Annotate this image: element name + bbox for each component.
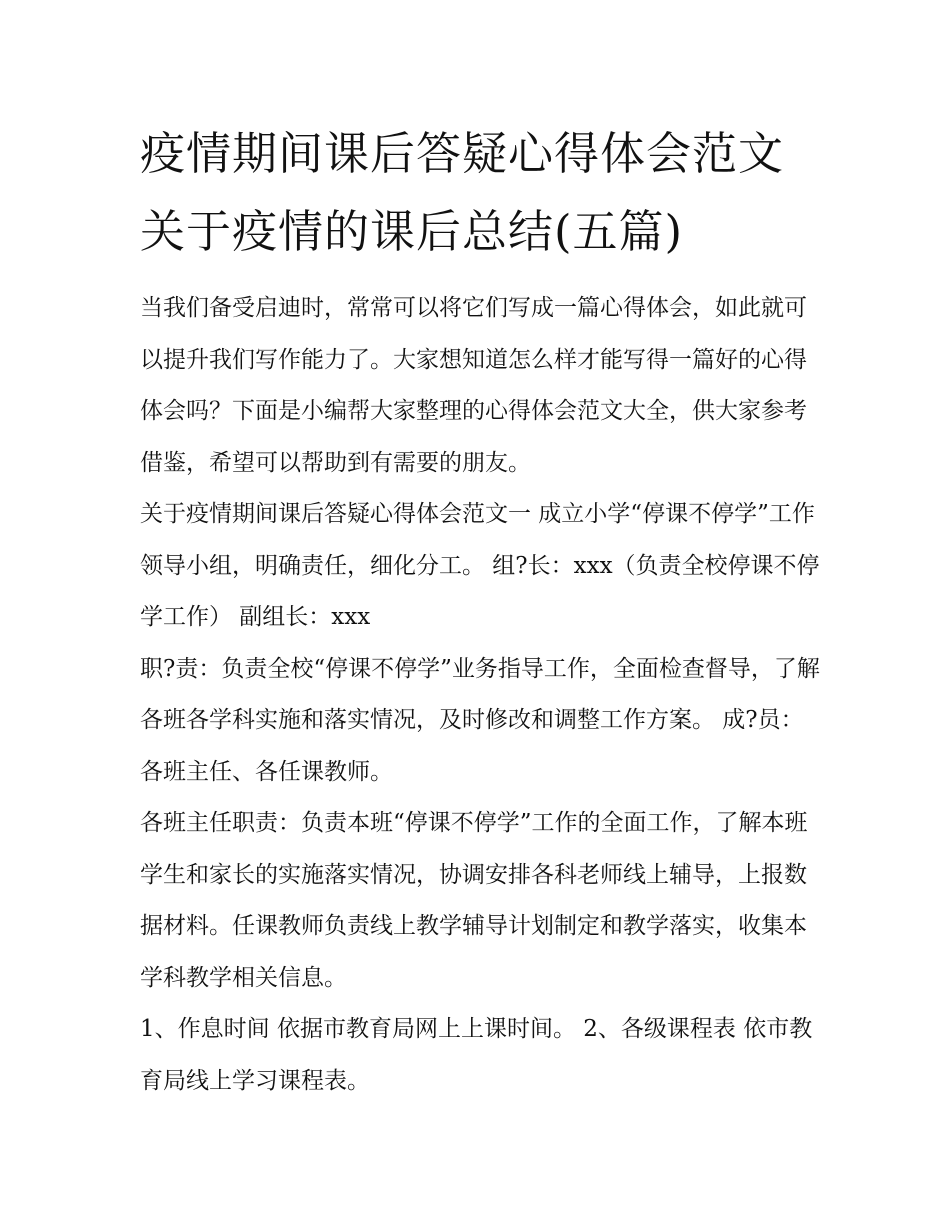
paragraph-duties: 职?责：负责全校“停课不停学”业务指导工作，全面检查督导，了解各班各学科实施和落实情况，及时修改和调整工作方案。 成?员：各班主任、各任课教师。 [140,655,820,785]
paragraph-head-teacher-duties: 各班主任职责：负责本班“停课不停学”工作的全面工作，了解本班学生和家长的实施落实情况，协调安排各科老师线上辅导，上报数据材料。任课教师负责线上教学辅导计划制定和教学落实，收集本学科教学相关信息。 [140,810,808,991]
paragraph-leadership-group: 关于疫情期间课后答疑心得体会范文一 成立小学“停课不停学”工作领导小组，明确责任，细化分工。 组?长：xxx（负责全校停课不停学工作） 副组长：xxx [140,501,820,630]
document-title: 疫情期间课后答疑心得体会范文 关于疫情的课后总结(五篇) [140,127,785,258]
paragraph-schedule: 1、作息时间 依据市教育局网上上课时间。 2、各级课程表 依市教育局线上学习课程表。 [140,1016,813,1094]
document-page [140,115,820,1107]
paragraph-intro: 当我们备受启迪时，常常可以将它们写成一篇心得体会，如此就可以提升我们写作能力了。大家想知道怎么样才能写得一篇好的心得体会吗？下面是小编帮大家整理的心得体会范文大全，供大家参考借鉴，希望可以帮助到有需要的朋友。 [140,295,807,476]
